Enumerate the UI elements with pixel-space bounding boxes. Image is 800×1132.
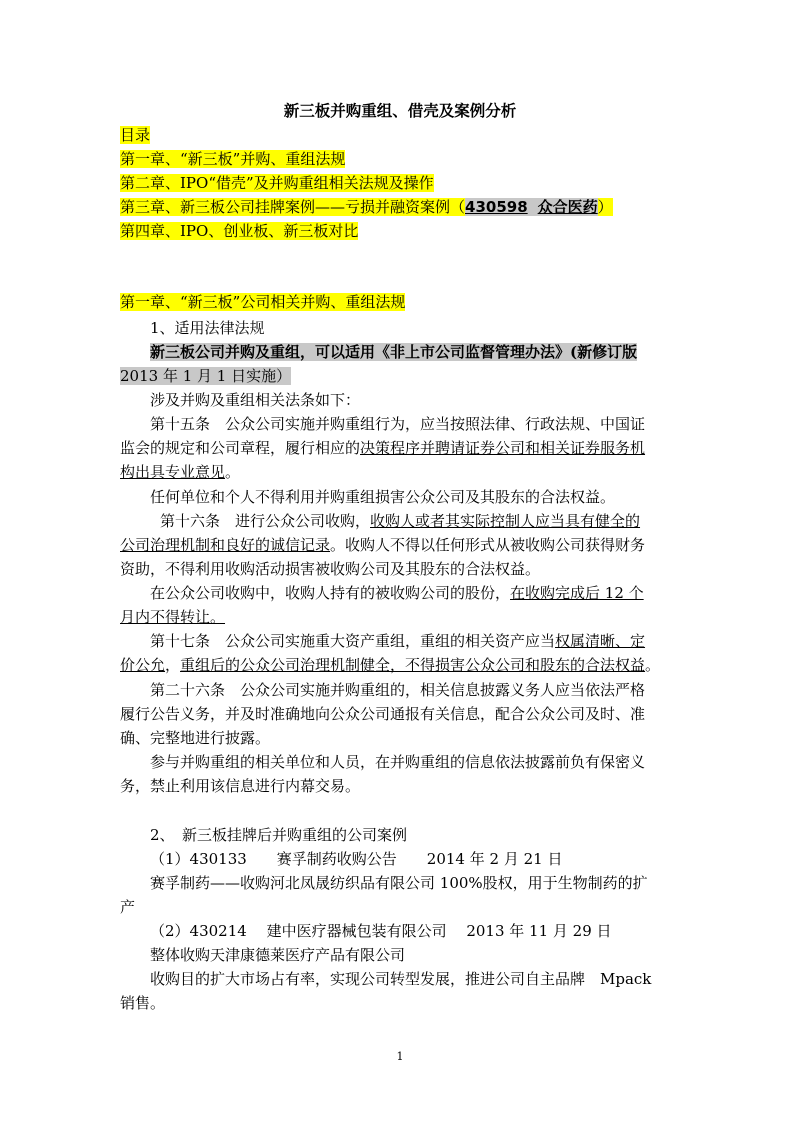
case-2-line-3: 销售。 bbox=[120, 994, 166, 1012]
article-17-line-1: 第十七条 公众公司实施重大资产重组，重组的相关资产应当权属清晰、定 bbox=[150, 632, 646, 650]
case-2-line-1: 整体收购天津康德莱医疗产品有限公司 bbox=[150, 946, 406, 964]
article-26-line-3: 确、完整地进行披露。 bbox=[120, 729, 271, 747]
page-number: 1 bbox=[396, 1050, 404, 1063]
article-16-line-1: 第十六条 进行公众公司收购，收购人或者其实际控制人应当具有健全的 bbox=[160, 512, 641, 530]
article-16-line-3: 资助，不得利用收购活动损害被收购公司及其股东的合法权益。 bbox=[120, 560, 541, 578]
article-26-line-1: 第二十六条 公众公司实施并购重组的，相关信息披露义务人应当依法严格 bbox=[150, 681, 646, 699]
case-2-heading: （2）430214 建中医疗器械包装有限公司 2013 年 11 月 29 日 bbox=[150, 922, 612, 940]
toc-chapter-1: 第一章、“新三板”并购、重组法规 bbox=[120, 150, 346, 168]
article-15-line-3: 构出具专业意见。 bbox=[120, 463, 241, 481]
article-26-line-2: 履行公告义务，并及时准确地向公众公司通报有关信息，配合公众公司及时、准 bbox=[120, 705, 646, 723]
article-15-paragraph-2: 任何单位和个人不得利用并购重组损害公众公司及其股东的合法权益。 bbox=[150, 488, 616, 506]
toc-chapter-3: 第三章、新三板公司挂牌案例——亏损并融资案例（430598 众合医药） bbox=[120, 198, 613, 216]
article-26-paragraph-2-line-2: 务，禁止利用该信息进行内幕交易。 bbox=[120, 777, 361, 795]
toc-stock-code: 430598 bbox=[465, 198, 528, 216]
case-1-line-2: 产 bbox=[120, 898, 136, 916]
article-16-line-2: 公司治理机制和良好的诚信记录。收购人不得以任何形式从被收购公司获得财务 bbox=[120, 536, 646, 554]
law-line-2: 2013 年 1 月 1 日实施） bbox=[120, 367, 292, 385]
toc-heading: 目录 bbox=[120, 126, 151, 144]
case-1-line-1: 赛孚制药——收购河北凤晟纺织品有限公司 100%股权，用于生物制药的扩 bbox=[150, 874, 648, 892]
law-line-1: 新三板公司并购及重组，可以适用《非上市公司监督管理办法》(新修订版 bbox=[150, 343, 638, 361]
section-2-heading: 2、 新三板挂牌后并购重组的公司案例 bbox=[150, 826, 408, 844]
article-15-line-1: 第十五条 公众公司实施并购重组行为，应当按照法律、行政法规、中国证 bbox=[150, 415, 646, 433]
article-17-line-2: 价公允，重组后的公众公司治理机制健全，不得损害公众公司和股东的合法权益。 bbox=[120, 656, 661, 674]
article-26-paragraph-2-line-1: 参与并购重组的相关单位和人员，在并购重组的信息依法披露前负有保密义 bbox=[150, 753, 646, 771]
article-16-paragraph-2-line-1: 在公众公司收购中，收购人持有的被收购公司的股份，在收购完成后 12 个 bbox=[150, 584, 644, 602]
toc-chapter-2: 第二章、IPO“借壳”及并购重组相关法规及操作 bbox=[120, 174, 434, 192]
case-2-line-2: 收购目的扩大市场占有率，实现公司转型发展，推进公司自主品牌 Mpack bbox=[150, 970, 652, 988]
document-title: 新三板并购重组、借壳及案例分析 bbox=[283, 101, 517, 120]
toc-company-name: 众合医药 bbox=[528, 198, 598, 216]
article-16-paragraph-2-line-2: 月内不得转让。 bbox=[120, 608, 226, 626]
articles-intro: 涉及并购及重组相关法条如下： bbox=[150, 391, 361, 409]
toc-chapter-4: 第四章、IPO、创业板、新三板对比 bbox=[120, 222, 359, 240]
article-15-line-2: 监会的规定和公司章程，履行相应的决策程序并聘请证券公司和相关证券服务机 bbox=[120, 439, 646, 457]
case-1-heading: （1）430133 赛孚制药收购公告 2014 年 2 月 21 日 bbox=[150, 850, 563, 868]
chapter-1-heading: 第一章、“新三板”公司相关并购、重组法规 bbox=[120, 293, 406, 311]
section-1-heading: 1、适用法律法规 bbox=[150, 319, 265, 337]
